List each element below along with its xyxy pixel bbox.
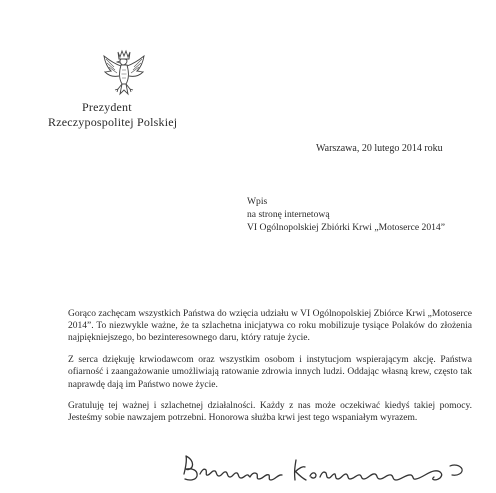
recipient-block: [247, 195, 445, 234]
letter-body: [68, 308, 472, 434]
handwritten-signature-icon: [178, 452, 468, 488]
recipient-line: na stronę internetową: [247, 209, 330, 220]
body-paragraph: Gratuluję tej ważnej i szlachetnej działalności. Każdy z nas może oczekiwać kiedyś takiej pomocy. Jesteśmy sobie nawzajem potrzebni. Honorowa służba krwi jest tego wspaniałym wyrazem.: [68, 401, 472, 424]
office-subtitle: Rzeczypospolitej Polskiej: [48, 115, 178, 129]
office-title: Prezydent: [82, 100, 132, 114]
polish-eagle-emblem-icon: [101, 48, 147, 100]
letter-date: Warszawa, 20 lutego 2014 roku: [316, 143, 443, 154]
body-paragraph: Z serca dziękuję krwiodawcom oraz wszystkim osobom i instytucjom wspierającym akcję. Państwa ofiarność i zaangażowanie umożliwiają ratowanie zdrowia innych ludzi. Oddając własną krew, często tak naprawdę dają im Państwo nowe życie.: [68, 355, 472, 390]
body-paragraph: Gorąco zachęcam wszystkich Państwa do wzięcia udziału w VI Ogólnopolskiej Zbiórce Krwi „Motoserce 2014”. To niezwykle ważne, że ta szlachetna inicjatywa co roku mobilizuje tysiące Polaków do złożenia najpiękniejszego, bo bezinteresownego daru, który ratuje życie.: [68, 309, 472, 344]
recipient-line: VI Ogólnopolskiej Zbiórki Krwi „Motoserce 2014”: [247, 222, 445, 233]
recipient-line: Wpis: [247, 196, 268, 207]
